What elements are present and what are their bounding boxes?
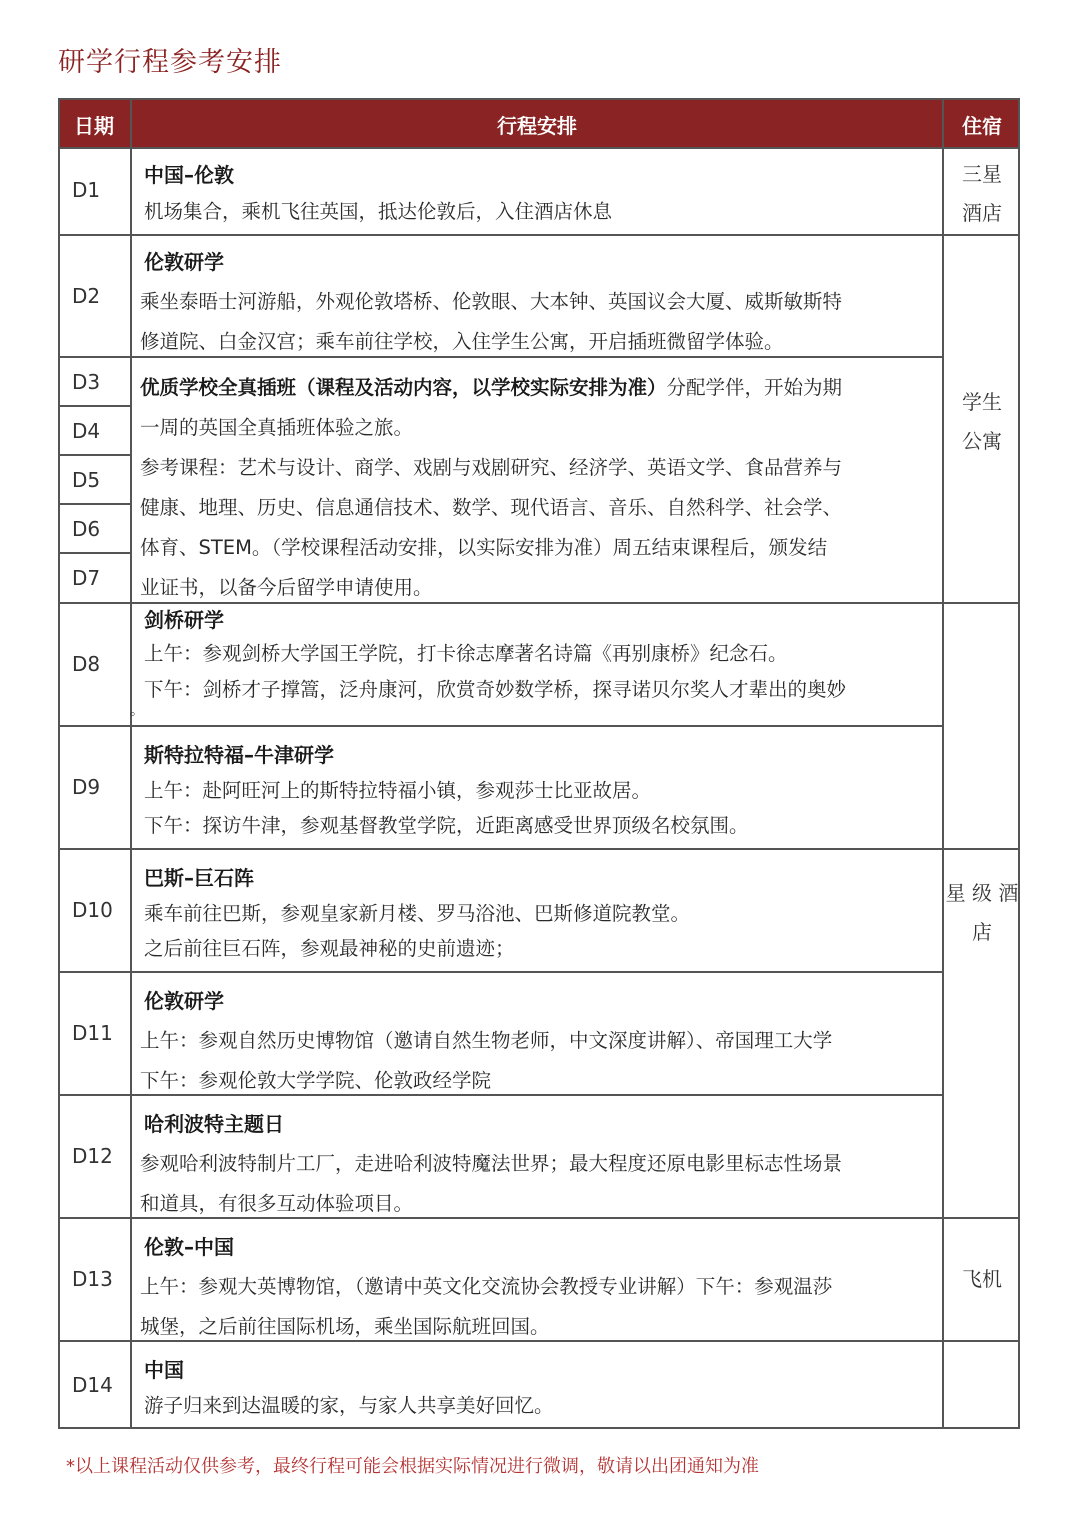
- day-text: 体育、STEM。（学校课程活动安排，以实际安排为准）周五结束课程后，颁发结: [140, 536, 828, 559]
- day-text: 下午：参观伦敦大学学院、伦敦政经学院: [140, 1069, 492, 1092]
- day-text: 上午：赴阿旺河上的斯特拉特福小镇，参观莎士比亚故居。: [144, 779, 652, 802]
- header-stay: 住宿: [944, 98, 1020, 148]
- day-label: D6: [72, 517, 101, 541]
- stay-text: 星 级 酒: [945, 881, 1019, 905]
- day-text: 乘坐泰晤士河游船，外观伦敦塔桥、伦敦眼、大本钟、英国议会大厦、威斯敏斯特: [140, 290, 843, 313]
- day-title: 哈利波特主题日: [144, 1112, 284, 1136]
- row-line: [58, 503, 132, 505]
- day-title: 中国–伦敦: [144, 163, 234, 187]
- day-text: 乘车前往巴斯，参观皇家新月楼、罗马浴池、巴斯修道院教堂。: [144, 902, 691, 925]
- day-title: 中国: [144, 1358, 184, 1382]
- day-label: D7: [72, 566, 101, 590]
- day-text: 修道院、白金汉宫；乘车前往学校，入住学生公寓，开启插班微留学体验。: [140, 330, 784, 353]
- day-text: 上午：参观剑桥大学国王学院，打卡徐志摩著名诗篇《再别康桥》纪念石。: [144, 642, 788, 665]
- day-text: 城堡，之后前往国际机场，乘坐国际航班回国。: [140, 1315, 550, 1338]
- day-label: D11: [72, 1021, 113, 1045]
- stay-text: 酒店: [962, 201, 1002, 225]
- row-line: [58, 1427, 1020, 1429]
- day-cell-d8: [132, 604, 942, 725]
- day-text: 业证书，以备今后留学申请使用。: [140, 576, 433, 599]
- day-label: D5: [72, 468, 101, 492]
- day-cell-d9: [132, 727, 942, 848]
- day-label: D2: [72, 284, 101, 308]
- day-text: 下午：探访牛津，参观基督教堂学院，近距离感受世界顶级名校氛围。: [144, 814, 749, 837]
- stay-text: 学生: [962, 390, 1002, 414]
- day-title: 斯特拉特福–牛津研学: [144, 743, 334, 767]
- day-text: 游子归来到达温暖的家，与家人共享美好回忆。: [144, 1394, 554, 1417]
- day-label: D10: [72, 898, 113, 922]
- day-cell-d2: [132, 236, 942, 356]
- stay-hotel-three-star: [944, 155, 1020, 233]
- day-label: D9: [72, 775, 101, 799]
- day-text: 和道具，有很多互动体验项目。: [140, 1192, 414, 1215]
- day-text: 下午：剑桥才子撑篙，泛舟康河，欣赏奇妙数学桥，探寻诺贝尔奖人才辈出的奥妙: [144, 678, 847, 701]
- school-tail: 分配学伴，开始为期: [666, 376, 843, 399]
- day-label: D14: [72, 1373, 113, 1397]
- table-border-right: [1018, 98, 1020, 1429]
- day-text: 上午：参观大英博物馆，（邀请中英文化交流协会教授专业讲解）下午：参观温莎: [140, 1275, 833, 1298]
- day-text: 一周的英国全真插班体验之旅。: [140, 416, 414, 439]
- day-label: D4: [72, 419, 101, 443]
- footnote: *以上课程活动仅供参考，最终行程可能会根据实际情况进行微调，敬请以出团通知为准: [66, 1456, 759, 1477]
- page-title: 研学行程参考安排: [58, 47, 282, 78]
- day-cell-d3-d7: [132, 358, 942, 602]
- day-cell-d1: [132, 149, 942, 234]
- day-text: 。: [130, 703, 144, 719]
- day-label: D12: [72, 1144, 113, 1168]
- day-text: 机场集合，乘机飞往英国，抵达伦敦后，入住酒店休息: [144, 200, 613, 223]
- day-cell-d14: [132, 1342, 942, 1427]
- day-cell-d12: [132, 1096, 942, 1217]
- day-text: 上午：参观自然历史博物馆（邀请自然生物老师，中文深度讲解）、帝国理工大学: [140, 1029, 833, 1052]
- day-text: [140, 372, 842, 400]
- day-title: 伦敦研学: [144, 250, 224, 274]
- day-title: 巴斯–巨石阵: [144, 866, 254, 890]
- day-text: 参考课程：艺术与设计、商学、戏剧与戏剧研究、经济学、英语文学、食品营养与: [140, 456, 843, 479]
- day-text: 参观哈利波特制片工厂，走进哈利波特魔法世界；最大程度还原电影里标志性场景: [140, 1152, 843, 1175]
- itinerary-table: [58, 98, 1020, 1429]
- header-plan: 行程安排: [132, 98, 942, 148]
- day-cell-d10: [132, 850, 942, 971]
- day-title: 伦敦研学: [144, 989, 224, 1013]
- stay-text: 公寓: [962, 429, 1002, 453]
- table-divider-stay: [942, 98, 944, 1429]
- day-label: D8: [72, 652, 101, 676]
- row-line: [58, 552, 132, 554]
- row-line: [58, 454, 132, 456]
- day-cell-d13: [132, 1219, 942, 1340]
- school-highlight: 优质学校全真插班（课程及活动内容，以学校实际安排为准）: [140, 376, 667, 399]
- header-day: 日期: [58, 98, 130, 148]
- day-cell-d11: [132, 973, 942, 1094]
- stay-text: 飞机: [962, 1267, 1002, 1291]
- day-label: D3: [72, 370, 101, 394]
- day-title: 伦敦–中国: [144, 1235, 234, 1259]
- day-text: 之后前往巨石阵，参观最神秘的史前遗迹；: [144, 937, 515, 960]
- stay-text: 三星: [962, 162, 1002, 186]
- day-label: D1: [72, 178, 101, 202]
- stay-star-hotel: [944, 874, 1020, 952]
- stay-student-apartment: [944, 383, 1020, 461]
- day-text: 健康、地理、历史、信息通信技术、数学、现代语言、音乐、自然科学、社会学、: [140, 496, 843, 519]
- day-label: D13: [72, 1267, 113, 1291]
- row-line: [58, 405, 132, 407]
- stay-flight: [944, 1260, 1020, 1299]
- stay-text: 店: [972, 920, 992, 944]
- day-title: 剑桥研学: [144, 608, 224, 632]
